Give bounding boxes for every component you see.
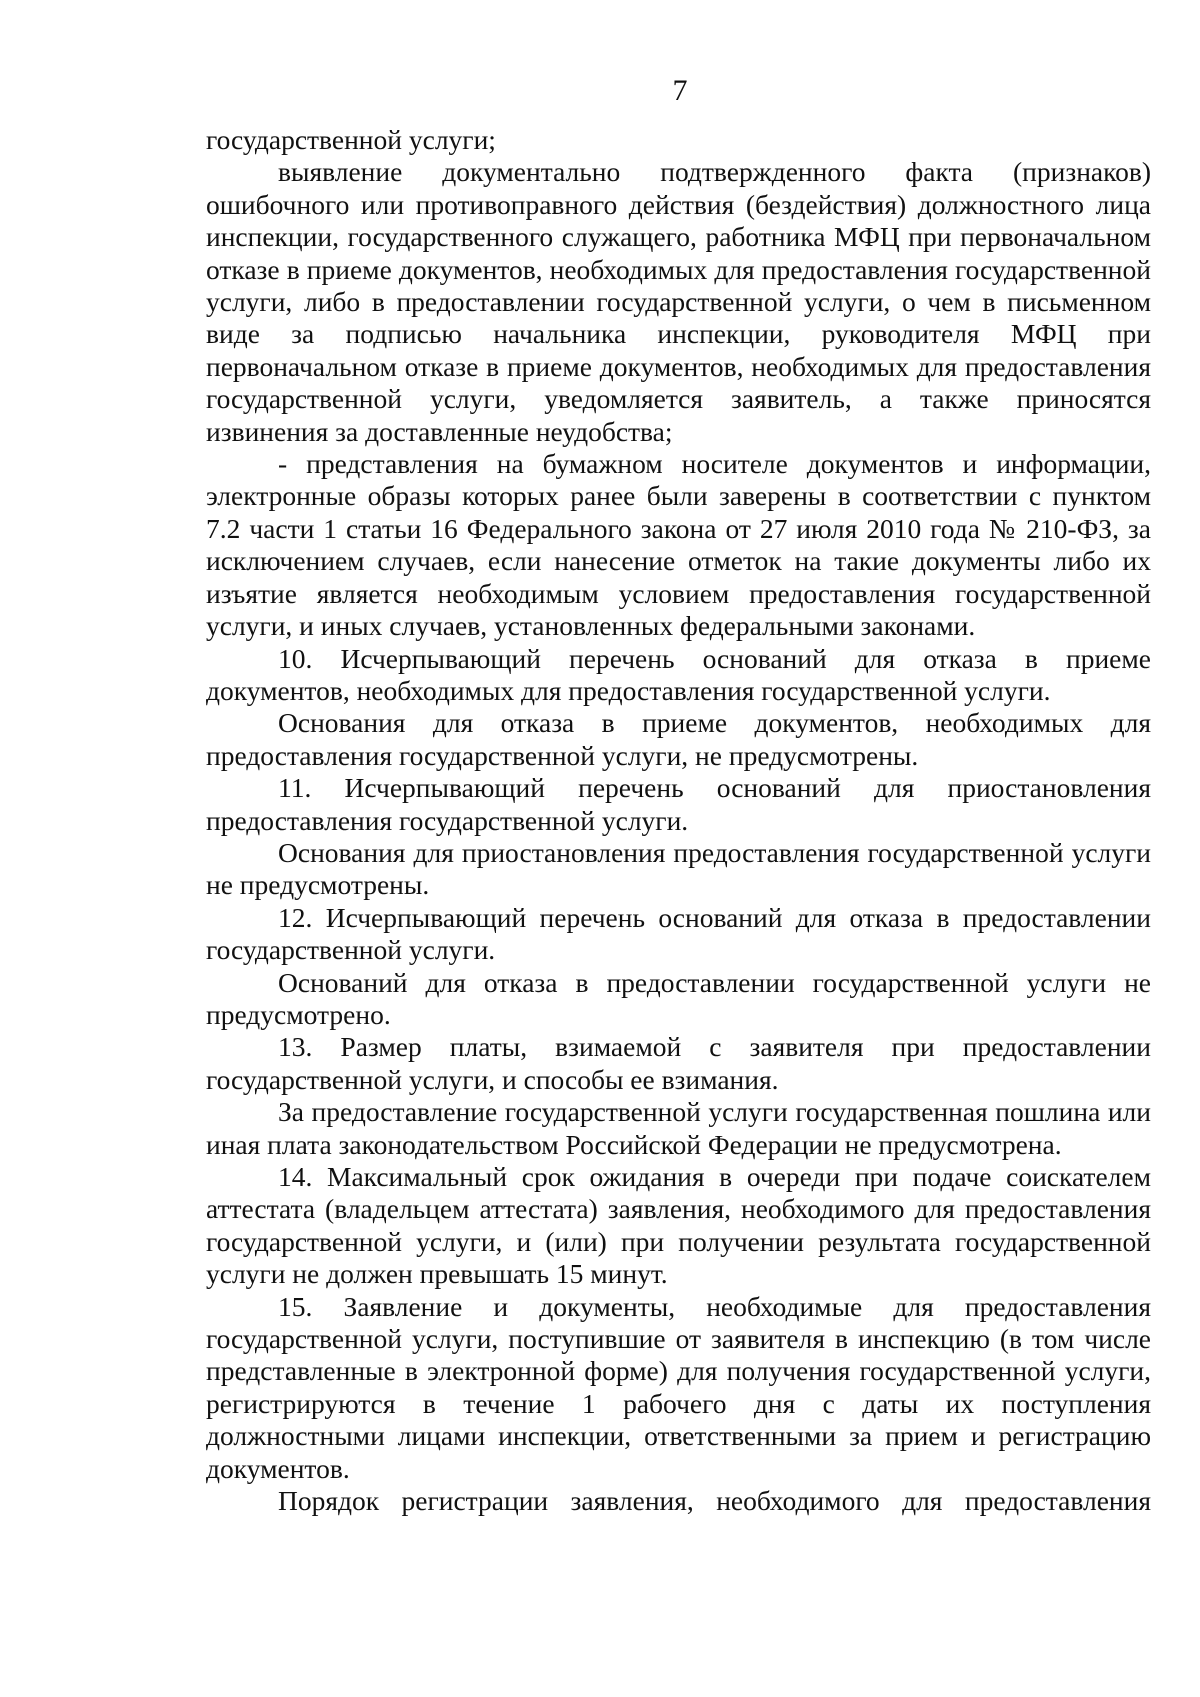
paragraph: 10. Исчерпывающий перечень оснований для отказа в приеме документов, необходимых для предоставления государственной услуги. <box>206 642 1151 706</box>
paragraph: Порядок регистрации заявления, необходимого для предоставления <box>278 1485 1151 1517</box>
paragraph: За предоставление государственной услуги государственная пошлина или иная плата законодательством Российской Федерации не предусмотрена. <box>206 1096 1151 1160</box>
page-number: 7 <box>672 74 688 107</box>
paragraph: 14. Максимальный срок ожидания в очереди при подаче соискателем аттестата (владельцем аттестата) заявления, необходимого для предоставления государственной услуги, и (или) при получении результата государственной услуги не должен превышать 15 минут. <box>206 1161 1151 1290</box>
paragraph: 12. Исчерпывающий перечень оснований для отказа в предоставлении государственной услуги. <box>206 901 1151 966</box>
paragraph: - представления на бумажном носителе документов и информации, электронные образы которых ранее были заверены в соответствии с пунктом 7.2 части 1 статьи 16 Федерального закона от 27 июля 2010 года № 210-ФЗ, за исключением случаев, если нанесение отметок на такие документы либо их изъятие является необходимым условием предоставления государственной услуги, и иных случаев, установленных федеральными законами. <box>206 448 1151 642</box>
paragraph: Оснований для отказа в предоставлении государственной услуги не предусмотрено. <box>206 966 1151 1030</box>
paragraph: Основания для приостановления предоставления государственной услуги не предусмотрены. <box>206 836 1151 901</box>
paragraph: 15. Заявление и документы, необходимые для предоставления государственной услуги, поступившие от заявителя в инспекцию (в том числе представленные в электронной форме) для получения государственной услуги, регистрируются в течение 1 рабочего дня с даты их поступления должностными лицами инспекции, ответственными за прием и регистрацию документов. <box>206 1290 1151 1484</box>
paragraph: выявление документально подтвержденного факта (признаков) ошибочного или противоправного действия (бездействия) должностного лица инспекции, государственного служащего, работника МФЦ при первоначальном отказе в приеме документов, необходимых для предоставления государственной услуги, либо в предоставлении государственной услуги, о чем в письменном виде за подписью начальника инспекции, руководителя МФЦ при первоначальном отказе в приеме документов, необходимых для предоставления государственной услуги, уведомляется заявитель, а также приносятся извинения за доставленные неудобства; <box>206 156 1151 447</box>
paragraph: 11. Исчерпывающий перечень оснований для приостановления предоставления государственной услуги. <box>206 772 1151 836</box>
document-body <box>206 124 1151 1517</box>
paragraph: 13. Размер платы, взимаемой с заявителя при предоставлении государственной услуги, и способы ее взимания. <box>206 1031 1151 1095</box>
paragraph: Основания для отказа в приеме документов, необходимых для предоставления государственной услуги, не предусмотрены. <box>206 707 1151 771</box>
paragraph: государственной услуги; <box>206 124 496 155</box>
